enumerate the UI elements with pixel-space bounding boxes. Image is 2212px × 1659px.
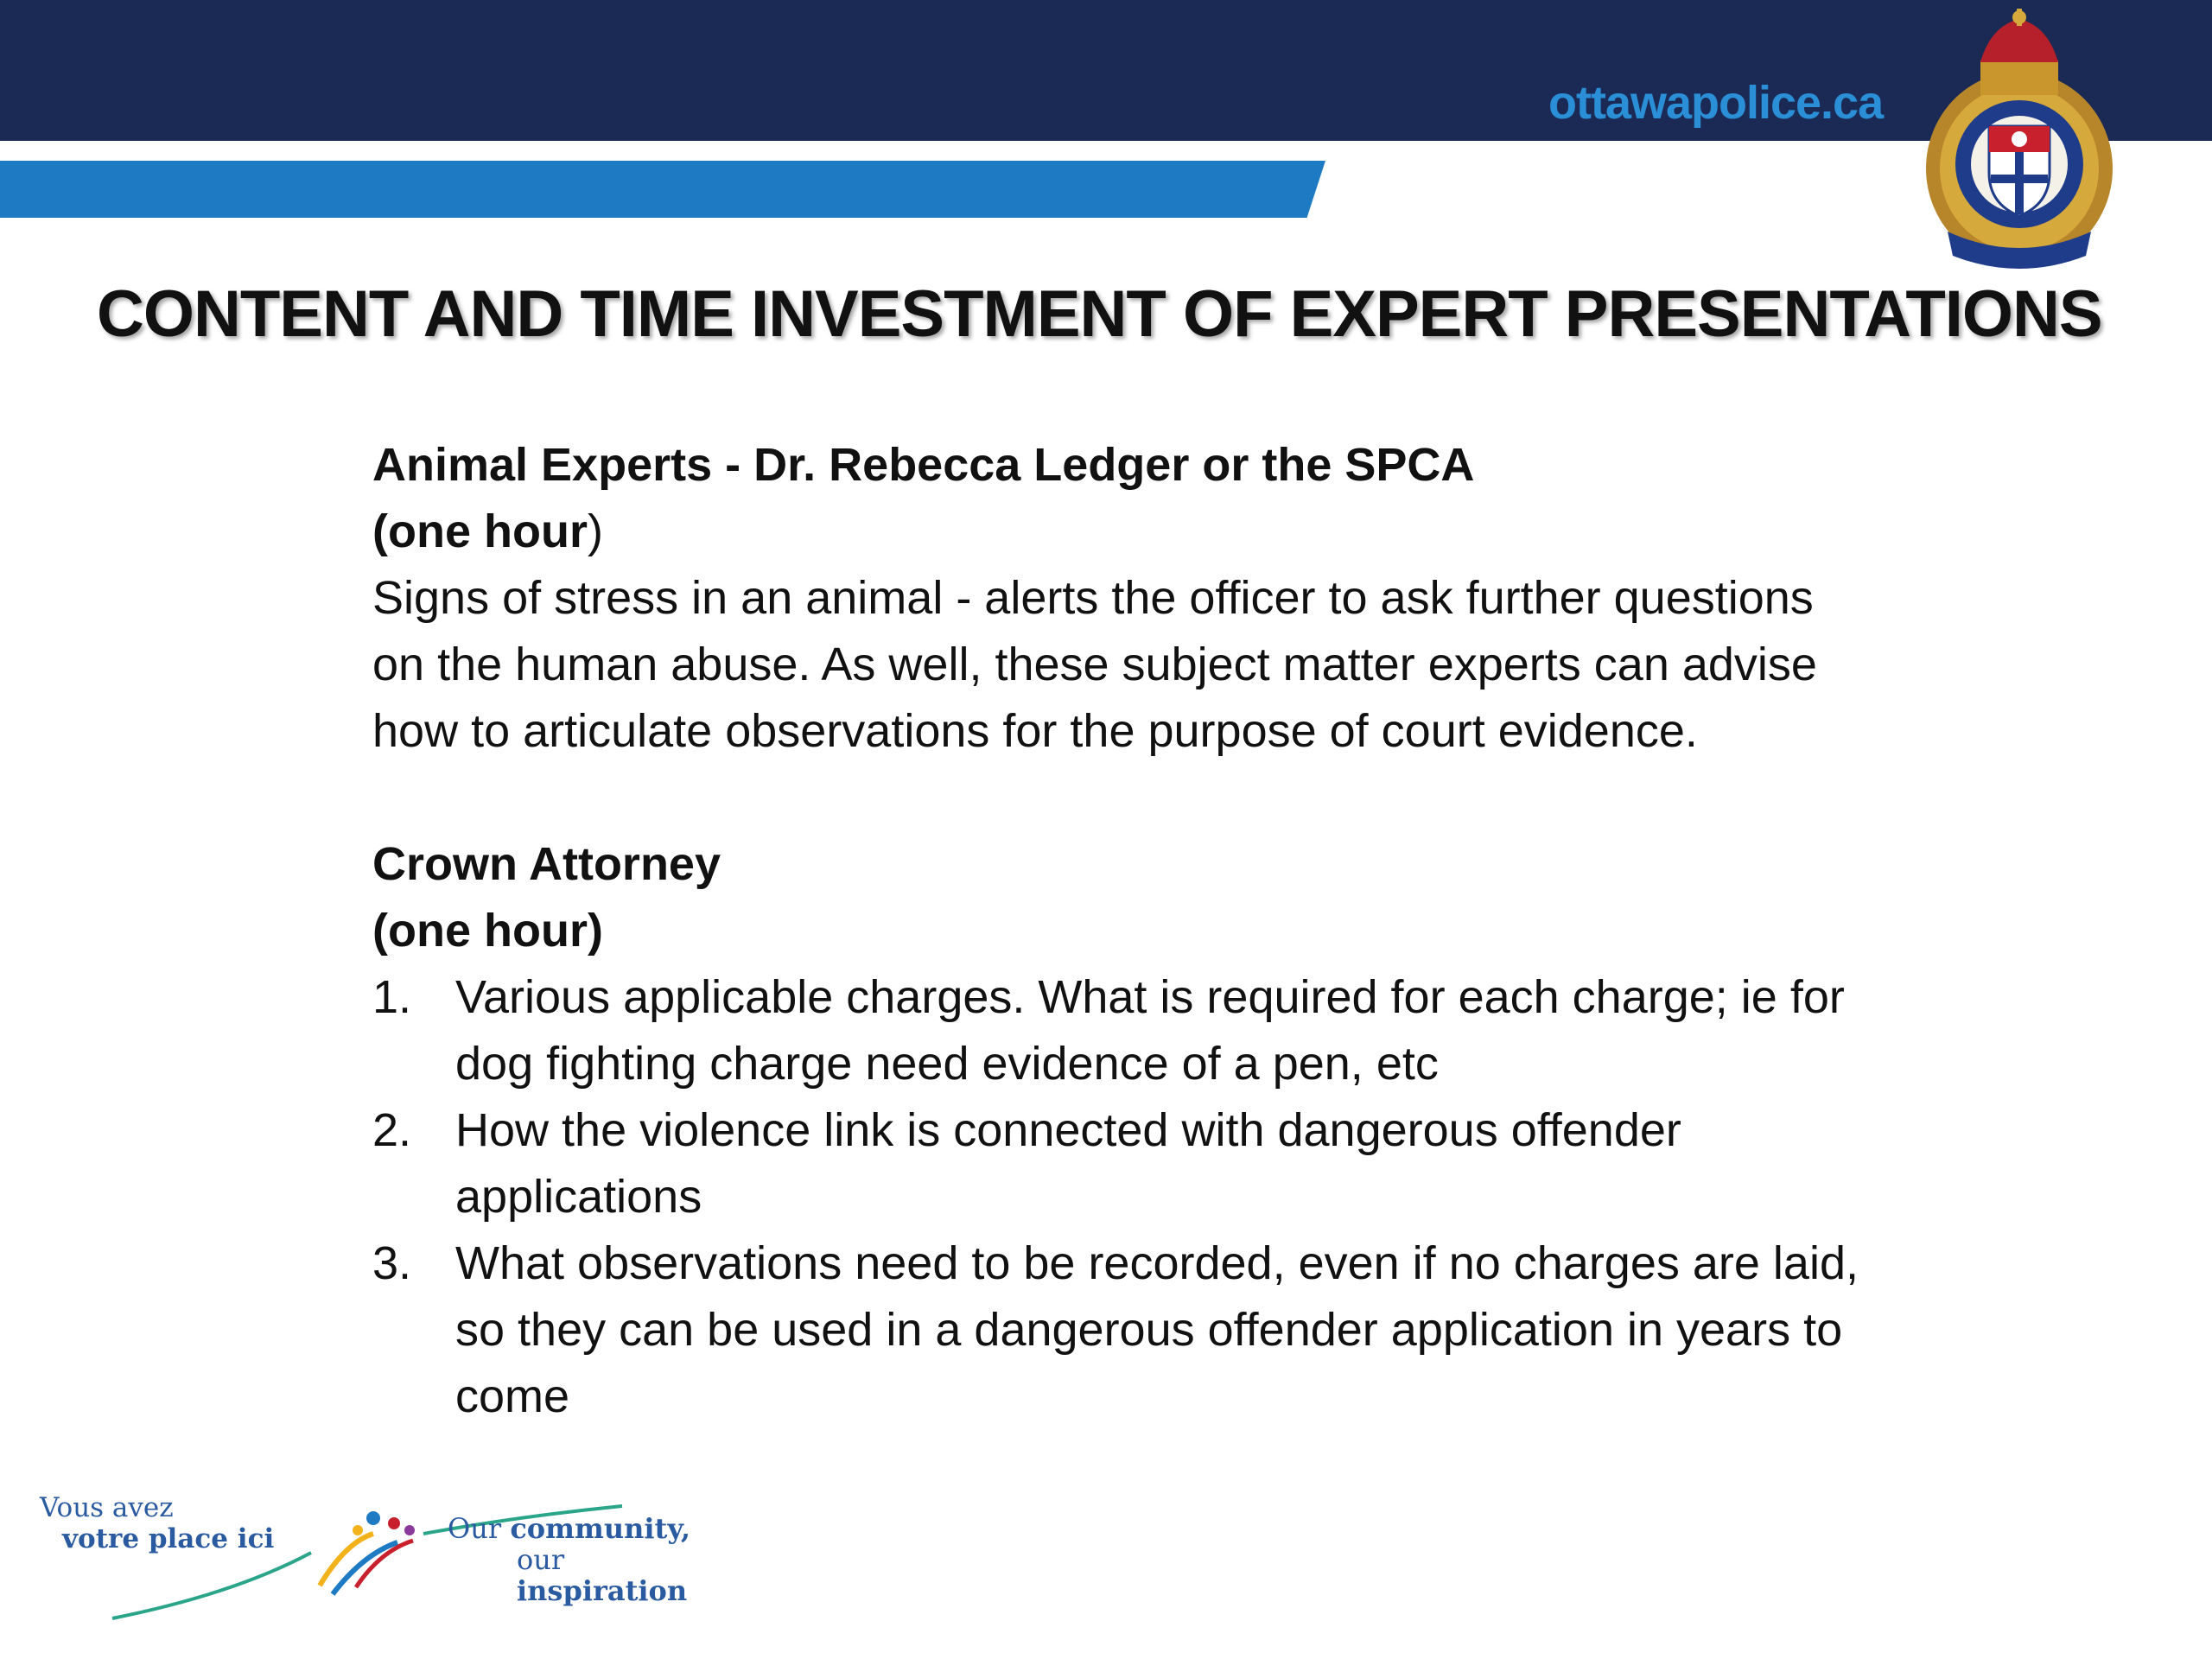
slide-content bbox=[372, 432, 1997, 1430]
list-item-line: What observations need to be recorded, even if no charges are laid, bbox=[455, 1237, 1859, 1289]
list-item-line: Various applicable charges. What is required for each charge; ie for bbox=[455, 971, 1845, 1023]
section-body-line: how to articulate observations for the purpose of court evidence. bbox=[372, 705, 1698, 757]
slide-title: CONTENT AND TIME INVESTMENT OF EXPERT PRESENTATIONS bbox=[97, 277, 2102, 351]
list-item-line: come bbox=[455, 1370, 570, 1422]
footer-logo bbox=[35, 1482, 743, 1629]
numbered-list bbox=[372, 964, 1997, 1430]
section-body-line: on the human abuse. As well, these subject matter experts can advise bbox=[372, 639, 1817, 690]
list-item-line: applications bbox=[455, 1171, 702, 1223]
accent-bar bbox=[0, 161, 1325, 218]
section-body-line: Signs of stress in an animal - alerts the officer to ask further questions bbox=[372, 572, 1814, 624]
list-item bbox=[372, 1097, 1997, 1230]
list-item bbox=[372, 964, 1997, 1097]
list-item bbox=[372, 1230, 1997, 1430]
list-number: 2. bbox=[372, 1104, 412, 1156]
list-item-line: so they can be used in a dangerous offender application in years to bbox=[455, 1304, 1843, 1356]
website-label[interactable]: ottawapolice.ca bbox=[1548, 77, 1884, 129]
section-heading-crown-attorney: Crown Attorney bbox=[372, 838, 721, 890]
section-duration: (one hour) bbox=[372, 905, 603, 957]
list-item-line: How the violence link is connected with dangerous offender bbox=[455, 1104, 1681, 1156]
list-number: 3. bbox=[372, 1237, 412, 1289]
list-item-line: dog fighting charge need evidence of a pen, etc bbox=[455, 1038, 1439, 1090]
section-duration: (one hour) bbox=[372, 505, 603, 557]
french-slogan: Vous avez votre place ici bbox=[40, 1492, 275, 1554]
ottawa-police-crest-icon bbox=[1922, 9, 2117, 282]
english-slogan: Our community, our inspiration bbox=[448, 1512, 690, 1607]
list-number: 1. bbox=[372, 971, 412, 1023]
section-heading-animal-experts: Animal Experts - Dr. Rebecca Ledger or the SPCA bbox=[372, 439, 1475, 491]
